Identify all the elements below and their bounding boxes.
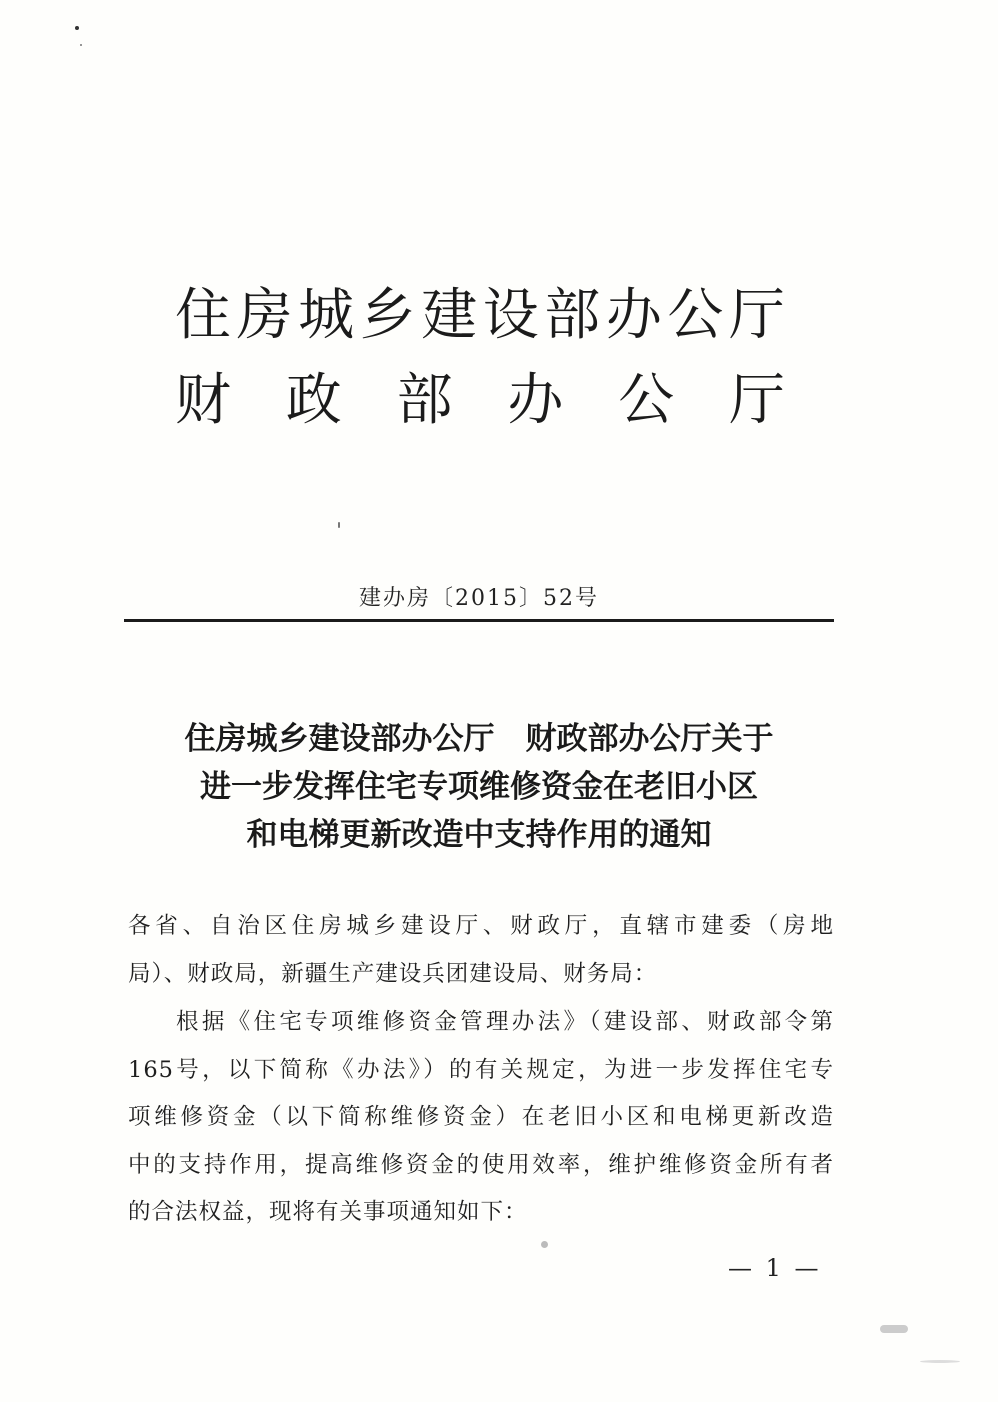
document-title — [0, 715, 958, 859]
title-line: 住房城乡建设部办公厅 财政部办公厅关于 — [184, 721, 774, 757]
scan-speck — [880, 1325, 908, 1333]
addressee — [128, 903, 834, 998]
addressee-line: 局）、财政局，新疆生产建设兵团建设局、财务局： — [128, 960, 658, 987]
paragraph-line: 165号，以下简称《办法》）的有关规定，为进一步发挥住宅专 — [128, 1056, 834, 1083]
issuer-char: 厅 — [728, 368, 785, 433]
document-number: 建办房〔2015〕52号 — [359, 586, 599, 611]
issuer-line-1 — [175, 283, 785, 348]
body-paragraph — [128, 999, 834, 1237]
issuer-char: 公 — [667, 283, 724, 348]
issuer-char: 建 — [421, 283, 478, 348]
page-number: — 1 — — [728, 1254, 822, 1282]
issuer-char: 财 — [175, 368, 231, 433]
issuer-char: 公 — [618, 368, 675, 433]
paragraph-line: 根据《住宅专项维修资金管理办法》（建设部、财政部令第 — [176, 1009, 834, 1035]
issuer-char: 办 — [605, 283, 662, 348]
issuer-char: 城 — [298, 283, 355, 348]
issuer-char: 房 — [236, 283, 293, 348]
issuer-char: 部 — [544, 283, 601, 348]
header-divider — [124, 619, 834, 622]
issuer-char: 乡 — [359, 283, 416, 348]
scan-speck — [920, 1360, 960, 1363]
issuer-char: 厅 — [728, 283, 785, 348]
issuer-char: 办 — [507, 368, 564, 433]
title-line: 进一步发挥住宅专项维修资金在老旧小区 — [200, 769, 758, 805]
issuer-char: 设 — [482, 283, 539, 348]
paragraph-line: 中的支持作用，提高维修资金的使用效率，维护维修资金所有者 — [128, 1151, 834, 1178]
issuer-char: 住 — [175, 283, 231, 348]
scan-speck — [80, 44, 82, 46]
issuer-char: 政 — [285, 368, 342, 433]
title-line: 和电梯更新改造中支持作用的通知 — [246, 817, 712, 853]
scan-speck — [75, 26, 79, 30]
scan-speck — [338, 522, 340, 528]
issuer-line-2 — [175, 368, 785, 433]
addressee-line: 各省、自治区住房城乡建设厅、财政厅，直辖市建委（房地 — [128, 913, 834, 939]
paragraph-line: 项维修资金（以下简称维修资金）在老旧小区和电梯更新改造 — [128, 1104, 834, 1130]
scan-speck — [541, 1241, 548, 1248]
issuer-char: 部 — [396, 368, 453, 433]
paragraph-line: 的合法权益，现将有关事项通知如下： — [128, 1199, 528, 1225]
